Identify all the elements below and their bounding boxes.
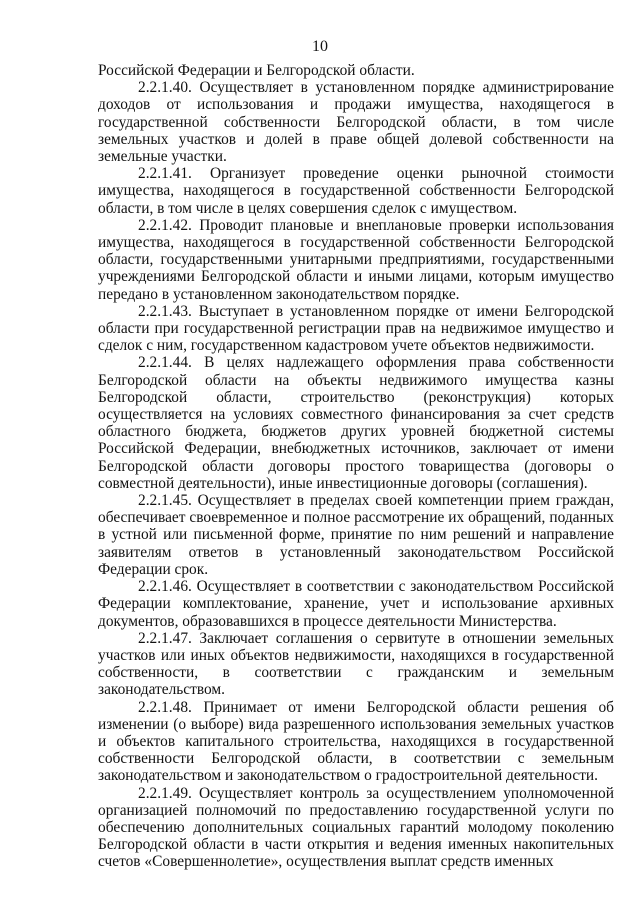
paragraph-2-2-1-47: 2.2.1.47. Заключает соглашения о сервитуте в отношении земельных участков или иных объектов недвижимости, находящихся в государственной собственности, в соответствии с гражданским и земельным законодательством.	[98, 629, 614, 699]
document-body	[98, 62, 614, 871]
paragraph-2-2-1-48: 2.2.1.48. Принимает от имени Белгородской области решения об изменении (о выборе) вида разрешенного использования земельных участков и объектов капитального строительства, находящихся в государственной собственности Белгородской области, в соответствии с земельным законодательством и законодательством о градостроительной деятельности.	[98, 698, 614, 785]
paragraph-2-2-1-49: 2.2.1.49. Осуществляет контроль за осуществлением уполномоченной организацией полномочий по предоставлению государственной услуги по обеспечению дополнительных социальных гарантий молодому поколению Белгородской области в части открытия и ведения именных накопительных счетов «Совершеннолетие», осуществления выплат средств именных	[98, 784, 614, 871]
paragraph-2-2-1-43: 2.2.1.43. Выступает в установленном порядке от имени Белгородской области при государственной регистрации прав на недвижимое имущество и сделок с ним, государственном кадастровом учете объектов недвижимости.	[98, 302, 614, 355]
paragraph-2-2-1-40: 2.2.1.40. Осуществляет в установленном порядке администрирование доходов от использования и продажи имущества, находящегося в государственной собственности Белгородской области, в том числе земельных участков и долей в праве общей долевой собственности на земельные участки.	[98, 79, 614, 166]
paragraph-2-2-1-46: 2.2.1.46. Осуществляет в соответствии с законодательством Российской Федерации комплектование, хранение, учет и использование архивных документов, образовавшихся в процессе деятельности Министерства.	[98, 578, 614, 630]
paragraph-continuation: Российской Федерации и Белгородской области.	[98, 62, 415, 79]
page-number: 10	[312, 38, 328, 55]
paragraph-2-2-1-45: 2.2.1.45. Осуществляет в пределах своей компетенции прием граждан, обеспечивает своевременное и полное рассмотрение их обращений, поданных в устной или письменной форме, принятие по ним решений и направление заявителям ответов в установленный законодательством Российской Федерации срок.	[98, 492, 614, 578]
paragraph-2-2-1-42: 2.2.1.42. Проводит плановые и внеплановые проверки использования имущества, находящегося в государственной собственности Белгородской области, государственными унитарными предприятиями, государственными учреждениями Белгородской области и иными лицами, которым имущество передано в установленном законодательством порядке.	[98, 216, 614, 303]
paragraph-2-2-1-44: 2.2.1.44. В целях надлежащего оформления права собственности Белгородской области на объекты недвижимого имущества казны Белгородской области, строительство (реконструкция) которых осуществляется на условиях совместного финансирования за счет средств областного бюджета, бюджетов других уровней бюджетной системы Российской Федерации, внебюджетных источников, заключает от имени Белгородской области договоры простого товарищества (договоры о совместной деятельности), иные инвестиционные договоры (соглашения).	[98, 354, 614, 492]
paragraph-2-2-1-41: 2.2.1.41. Организует проведение оценки рыночной стоимости имущества, находящегося в государственной собственности Белгородской области, в том числе в целях совершения сделок с имуществом.	[98, 165, 614, 217]
